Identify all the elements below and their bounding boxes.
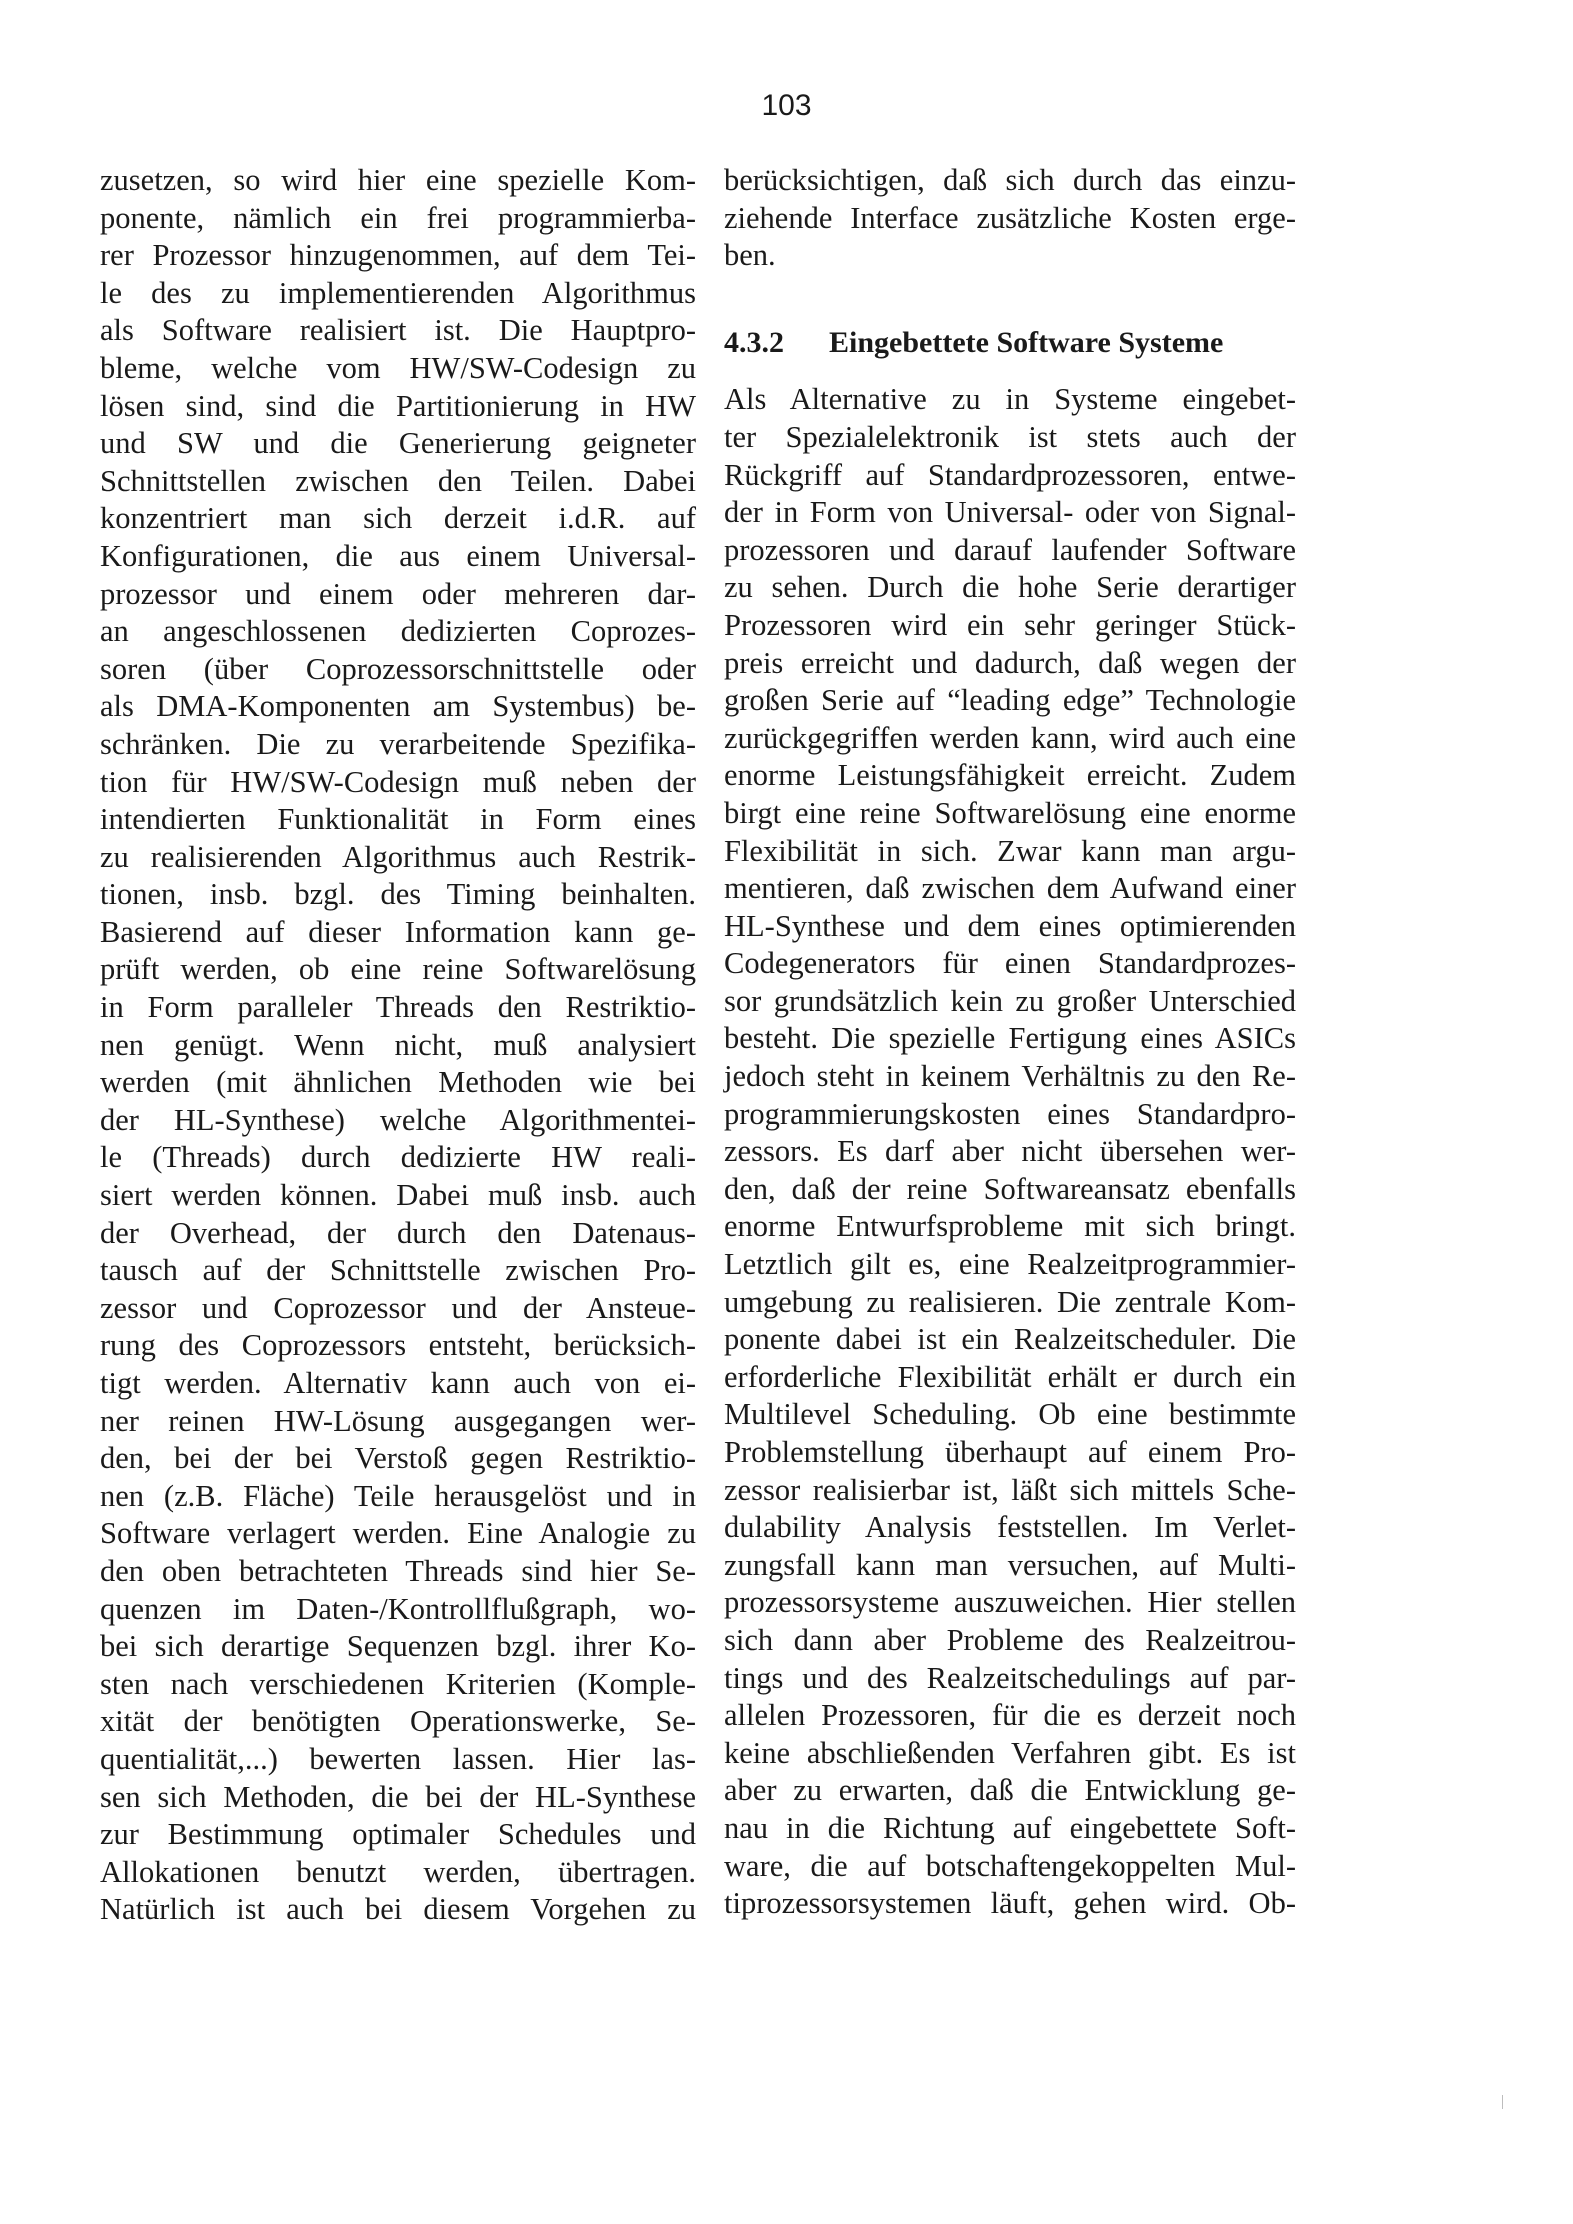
right-column-intro-text [724,162,1296,275]
right-column-body-text [724,381,1296,1922]
text-line: zessors. Es darf aber nicht übersehen wer- [724,1134,1296,1169]
text-line: berücksichtigen, daß sich durch das einzu- [724,163,1296,197]
text-line: tion für HW/SW-Codesign muß neben der [100,764,696,799]
text-line: tigt werden. Alternativ kann auch von ei- [100,1366,696,1400]
text-line: zessor und Coprozessor und der Ansteue- [100,1290,696,1325]
text-line: rung des Coprozessors entsteht, berücksich- [100,1328,696,1363]
text-line: mentieren, daß zwischen dem Aufwand einer [724,871,1296,906]
text-line: enorme Entwurfsprobleme mit sich bringt. [724,1209,1296,1244]
text-line: Konfigurationen, die aus einem Universal- [100,538,696,573]
text-line: zu realisierenden Algorithmus auch Restrik- [100,839,696,874]
text-line: allelen Prozessoren, für die es derzeit noch [724,1698,1296,1733]
text-line: besteht. Die spezielle Fertigung eines ASICs [724,1021,1296,1056]
text-line: sen sich Methoden, die bei der HL-Synthese [100,1779,696,1814]
text-line: werden (mit ähnlichen Methoden wie bei [100,1065,696,1100]
text-line: ner reinen HW-Lösung ausgegangen wer- [100,1403,696,1438]
text-line: nau in die Richtung auf eingebettete Soft- [724,1810,1296,1845]
text-line: den, bei der bei Verstoß gegen Restriktio- [100,1441,696,1476]
text-line: aber zu erwarten, daß die Entwicklung ge- [724,1773,1296,1808]
text-line: sich dann aber Probleme des Realzeitrou- [724,1622,1296,1657]
text-line: bei sich derartige Sequenzen bzgl. ihrer Ko- [100,1629,696,1664]
section-title: Eingebettete Software Systeme [829,325,1224,359]
text-line: Schnittstellen zwischen den Teilen. Dabei [100,463,696,498]
text-line: Als Alternative zu in Systeme eingebet- [724,382,1296,417]
text-line: umgebung zu realisieren. Die zentrale Kom- [724,1284,1296,1319]
text-line: Natürlich ist auch bei diesem Vorgehen zu [100,1892,696,1927]
left-column-text [100,162,696,1929]
text-line: rer Prozessor hinzugenommen, auf dem Tei- [100,238,696,273]
text-line: lösen sind, sind die Partitionierung in HW [100,388,696,423]
text-line: konzentriert man sich derzeit i.d.R. auf [100,501,696,536]
text-line: prozessorsysteme auszuweichen. Hier stellen [724,1585,1296,1620]
text-line: Multilevel Scheduling. Ob eine bestimmte [724,1397,1296,1432]
text-line: ter Spezialelektronik ist stets auch der [724,419,1296,454]
text-line: der Overhead, der durch den Datenaus- [100,1215,696,1250]
text-line: den oben betrachteten Threads sind hier Se- [100,1553,696,1588]
text-line: zurückgegriffen werden kann, wird auch eine [724,720,1296,755]
text-line: xität der benötigten Operationswerke, Se- [100,1704,696,1739]
right-column [724,162,1296,1923]
text-line: ponente dabei ist ein Realzeitscheduler. Die [724,1322,1296,1357]
text-line: zur Bestimmung optimaler Schedules und [100,1817,696,1852]
left-column [100,162,696,1929]
text-line: der HL-Synthese) welche Algorithmentei- [100,1102,696,1137]
text-line: quenzen im Daten-/Kontrollflußgraph, wo- [100,1591,696,1626]
text-line: prüft werden, ob eine reine Softwarelösung [100,952,696,987]
text-line: preis erreicht und dadurch, daß wegen der [724,645,1296,680]
text-line: in Form paralleler Threads den Restriktio- [100,990,696,1025]
text-line: Basierend auf dieser Information kann ge- [100,914,696,949]
text-line: Letztlich gilt es, eine Realzeitprogrammier- [724,1247,1296,1282]
scan-margin-mark [1502,2095,1503,2109]
text-line: prozessor und einem oder mehreren dar- [100,576,696,611]
text-line: ben. [724,238,776,273]
text-line: le des zu implementierenden Algorithmus [100,275,696,310]
text-line: ponente, nämlich ein frei programmierba- [100,200,696,235]
text-line: tings und des Realzeitschedulings auf par- [724,1660,1296,1695]
text-line: Flexibilität in sich. Zwar kann man argu- [724,833,1296,868]
text-line: zungsfall kann man versuchen, auf Multi- [724,1547,1296,1582]
text-line: HL-Synthese und dem eines optimierenden [724,908,1296,943]
text-line: le (Threads) durch dedizierte HW reali- [100,1140,696,1175]
text-line: zusetzen, so wird hier eine spezielle Kom- [100,163,696,197]
text-line: Prozessoren wird ein sehr geringer Stück- [724,607,1296,642]
text-line: zu sehen. Durch die hohe Serie derartiger [724,570,1296,605]
text-line: soren (über Coprozessorschnittstelle oder [100,651,696,686]
text-line: quentialität,...) bewerten lassen. Hier las- [100,1741,696,1776]
text-line: ziehende Interface zusätzliche Kosten erge- [724,200,1296,235]
text-line: enorme Leistungsfähigkeit erreicht. Zudem [724,758,1296,793]
text-line: zessor realisierbar ist, läßt sich mittels Sche- [724,1472,1296,1507]
text-line: Problemstellung überhaupt auf einem Pro- [724,1435,1296,1469]
text-line: programmierungskosten eines Standardpro- [724,1096,1296,1131]
text-line: Allokationen benutzt werden, übertragen. [100,1854,696,1889]
text-line: tausch auf der Schnittstelle zwischen Pro- [100,1253,696,1288]
text-line: intendierten Funktionalität in Form eines [100,802,696,837]
text-line: schränken. Die zu verarbeitende Spezifika- [100,726,696,761]
text-line: ware, die auf botschaftengekoppelten Mul- [724,1848,1296,1883]
text-line: nen genügt. Wenn nicht, muß analysiert [100,1027,696,1062]
text-line: sten nach verschiedenen Kriterien (Komple- [100,1666,696,1701]
text-line: tiprozessorsystemen läuft, gehen wird. Ob- [724,1886,1296,1921]
text-line: siert werden können. Dabei muß insb. auch [100,1178,696,1213]
text-line: erforderliche Flexibilität erhält er durch ein [724,1359,1296,1394]
section-heading [724,324,1296,362]
text-line: birgt eine reine Softwarelösung eine enorme [724,795,1296,830]
text-line: als DMA-Komponenten am Systembus) be- [100,689,696,724]
text-line: den, daß der reine Softwareansatz ebenfalls [724,1171,1296,1206]
text-line: dulability Analysis feststellen. Im Verlet- [724,1510,1296,1545]
text-line: keine abschließenden Verfahren gibt. Es ist [724,1735,1296,1770]
text-line: und SW und die Generierung geigneter [100,426,696,461]
text-line: Rückgriff auf Standardprozessoren, entwe- [724,457,1296,492]
text-line: nen (z.B. Fläche) Teile herausgelöst und in [100,1478,696,1513]
text-line: prozessoren und darauf laufender Software [724,532,1296,567]
text-line: großen Serie auf “leading edge” Technologie [724,683,1296,718]
text-line: bleme, welche vom HW/SW-Codesign zu [100,350,696,385]
text-line: sor grundsätzlich kein zu großer Unterschied [724,983,1296,1018]
text-line: Software verlagert werden. Eine Analogie zu [100,1516,696,1551]
text-line: als Software realisiert ist. Die Hauptpro- [100,313,696,348]
section-number: 4.3.2 [724,325,784,359]
text-line: tionen, insb. bzgl. des Timing beinhalten. [100,877,696,912]
text-line: der in Form von Universal- oder von Signal- [724,495,1296,530]
page-number: 103 [761,89,812,122]
text-line: jedoch steht in keinem Verhältnis zu den Re- [724,1059,1296,1094]
text-line: an angeschlossenen dedizierten Coprozes- [100,614,696,649]
text-line: Codegenerators für einen Standardprozes- [724,946,1296,981]
